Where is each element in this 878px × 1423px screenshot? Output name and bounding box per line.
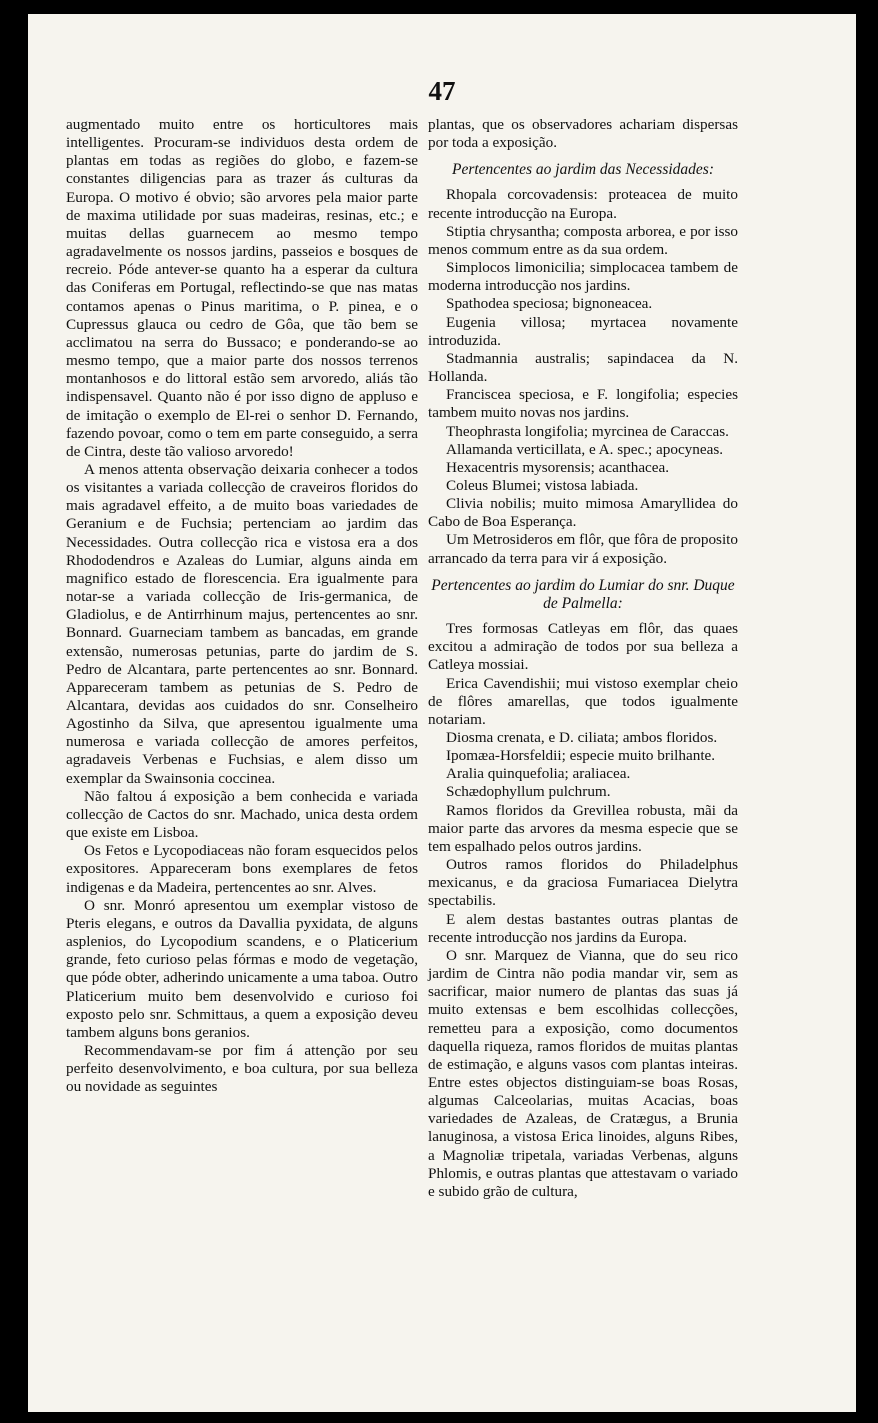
paragraph: augmentado muito entre os horticultores mais intelligentes. Procuram-se individuos desta ordem de plantas em todas as regiões do globo, e fazem-se constantes diligencias para as trazer ás culturas da Europa. O motivo é obvio; são arvores pela maior parte de maxima utilidade por suas madeiras, resinas, etc.; e muitas dellas guarnecem ao mesmo tempo agradavelmente os nossos jardins, passeios e bosques de recreio. Póde antever-se quanto ha a esperar da cultura das Coniferas em Portugal, reflectindo-se que nas matas contamos apenas o Pinus maritima, o P. pinea, e o Cupressus glauca ou cedro de Gôa, que tão bem se acclimatou na serra do Bussaco; e ponderando-se ao mesmo tempo, que a maior parte dos nossos terrenos montanhosos e do littoral estão sem arvoredo, aliás tão indispensavel. Quanto não é por isso digno de appluso e de imitação o exemplo de El-rei o senhor D. Fernando, fazendo povoar, como o tem em parte conseguido, a serra de Cintra, deste tão valioso arvoredo! xyxy=(66,116,418,460)
list-item: Ramos floridos da Grevillea robusta, mãi da maior parte das arvores da mesma especie que se tem espalhado pelos outros jardins. xyxy=(428,801,738,855)
list-item: Simplocos limonicilia; simplocacea tambem de moderna introducção nos jardins. xyxy=(428,259,738,295)
list-item: Um Metrosideros em flôr, que fôra de proposito arrancado da terra para vir á exposição. xyxy=(428,531,738,567)
list-item: Clivia nobilis; muito mimosa Amaryllidea do Cabo de Boa Esperança. xyxy=(428,495,738,531)
paragraph: Os Fetos e Lycopodiaceas não foram esquecidos pelos expositores. Appareceram bons exemplares de fetos indigenas e da Madeira, pertencentes ao snr. Alves. xyxy=(66,842,418,896)
list-item: Franciscea speciosa, e F. longifolia; especies tambem muito novas nos jardins. xyxy=(428,386,738,422)
list-item: E alem destas bastantes outras plantas de recente introducção nos jardins da Europa. xyxy=(428,910,738,946)
list-item: Eugenia villosa; myrtacea novamente introduzida. xyxy=(428,313,738,349)
paragraph: Não faltou á exposição a bem conhecida e variada collecção de Cactos do snr. Machado, unica desta ordem que existe em Lisboa. xyxy=(66,787,418,842)
section-heading: Pertencentes ao jardim das Necessidades: xyxy=(451,161,714,179)
list-item: Diosma crenata, e D. ciliata; ambos floridos. xyxy=(446,729,718,746)
page-sheet xyxy=(28,14,856,1412)
list-item: Outros ramos floridos do Philadelphus mexicanus, e da graciosa Fumariacea Dielytra spectabilis. xyxy=(428,856,738,910)
list-item: Spathodea speciosa; bignoneacea. xyxy=(446,295,653,313)
list-item: Schædophyllum pulchrum. xyxy=(446,783,611,801)
paragraph: O snr. Monró apresentou um exemplar vistoso de Pteris elegans, e outros da Davallia pyxidata, de alguns asplenios, do Lycopodium scandens, e o Platicerium grande, feto curioso pelas fórmas e modo de vegetação, que póde obter, adherindo unicamente a uma taboa. Outro Platicerium muito bem desenvolvido e curioso foi exposto pelo snr. Schmittaus, a quem a exposição deveu tambem alguns bons geranios. xyxy=(66,896,418,1041)
right-column xyxy=(428,116,738,1201)
left-column xyxy=(66,116,418,1096)
list-item: Stadmannia australis; sapindacea da N. Hollanda. xyxy=(428,349,738,386)
section-heading: Pertencentes ao jardim do Lumiar do snr. Duque de Palmella: xyxy=(431,576,735,612)
list-item: Allamanda verticillata, e A. spec.; apocyneas. xyxy=(446,440,724,458)
list-item: Stiptia chrysantha; composta arborea, e por isso menos commum entre as da sua ordem. xyxy=(428,222,738,258)
list-item: Ipomæa-Horsfeldii; especie muito brilhante. xyxy=(446,747,716,765)
list-item: O snr. Marquez de Vianna, que do seu rico jardim de Cintra não podia mandar vir, sem as sacrificar, maior numero de plantas das suas já muito extensas e bem escolhidas collecções, remetteu para a exposição, como documentos daquella riqueza, ramos floridos de muitas plantas de estimação, e alguns vasos com plantas inteiras. Entre estes objectos distinguiam-se boas Rosas, algumas Calceolarias, muitas Acacias, boas variedades de Azaleas, de Cratægus, a Brunia lanuginosa, a vistosa Erica linoides, alguns Ribes, a Magnoliæ tripetala, variadas Verbenas, alguns Phlomis, e outras plantas que attestavam o variado e subido grão de cultura, xyxy=(428,946,738,1200)
page-number: 47 xyxy=(428,76,456,106)
list-item: Hexacentris mysorensis; acanthacea. xyxy=(446,458,670,476)
list-item: Rhopala corcovadensis: proteacea de muito recente introducção na Europa. xyxy=(428,186,738,222)
list-item: Aralia quinquefolia; araliacea. xyxy=(446,765,631,783)
paragraph: plantas, que os observadores achariam dispersas por toda a exposição. xyxy=(428,116,738,152)
paragraph: Recommendavam-se por fim á attenção por seu perfeito desenvolvimento, e boa cultura, por sua belleza ou novidade as seguintes xyxy=(66,1041,418,1096)
list-item: Erica Cavendishii; mui vistoso exemplar cheio de flôres amarellas, que todos igualmente notariam. xyxy=(428,674,738,728)
list-item: Tres formosas Catleyas em flôr, das quaes excitou a admiração de todos por sua belleza a Catleya mossiai. xyxy=(428,620,738,674)
list-item: Coleus Blumei; vistosa labiada. xyxy=(446,476,639,494)
paragraph: A menos attenta observação deixaria conhecer a todos os visitantes a variada collecção de craveiros floridos do mais agradavel effeito, a de muito boas variedades de Geranium e de Fuchsia; pertenciam ao jardim das Necessidades. Outra collecção rica e vistosa era a dos Rhododendros e Azaleas do Lumiar, alguns ainda em magnifico estado de florescencia. Era igualmente para notar-se a variada collecção de Iris-germanica, de Gladiolus, e de Antirrhinum majus, pertencentes ao snr. Bonnard. Guarneciam tambem as bancadas, em grande extensão, numerosas petunias, parte do jardim de S. Pedro de Alcantara, parte pertencentes ao snr. Bonnard. Appareceram tambem as petunias de S. Pedro de Alcantara, devidas aos cuidados do snr. Conselheiro Agostinho da Silva, que apresentou igualmente uma numerosa e variada collecção de amores perfeitos, agradaveis Verbenas e Fuchsias, e alem disso um exemplar da Swainsonia coccinea. xyxy=(66,460,418,787)
list-item: Theophrasta longifolia; myrcinea de Caraccas. xyxy=(446,422,729,440)
